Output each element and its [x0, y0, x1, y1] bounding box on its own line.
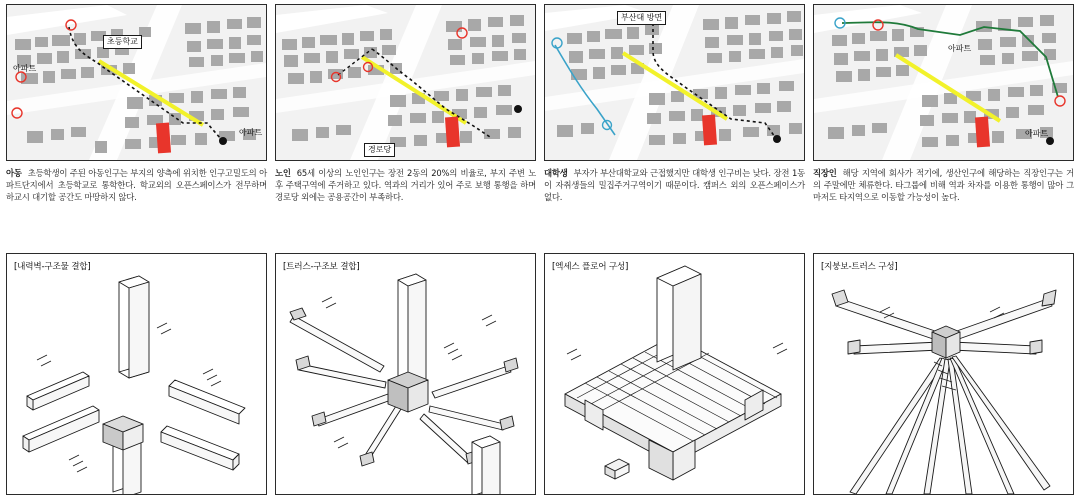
caption-worker-head: 직장인	[813, 168, 837, 178]
map-university[interactable]	[544, 4, 805, 161]
detail-panel-ridgebeam-truss[interactable]	[813, 253, 1074, 495]
detail-panel-truss-column[interactable]	[275, 253, 536, 495]
label-apartment-bottom-right: 아파트	[1025, 129, 1049, 138]
caption-university-body: 부자가 부산대학교와 근접했지만 대학생 인구비는 낮다. 장전 1동이 자취생들의 밀집주거구역이기 때문이다. 캠퍼스 외의 오픈스페이스가 없다.	[544, 168, 805, 203]
detail-panel-shearwall-column[interactable]	[6, 253, 267, 495]
map-elderly[interactable]	[275, 4, 536, 161]
label-apartment-right: 아파트	[239, 128, 263, 137]
map-children[interactable]	[6, 4, 267, 161]
analysis-map-row	[6, 4, 1074, 246]
map-panel-children	[6, 4, 267, 246]
label-senior-center: 경로당	[364, 143, 395, 157]
caption-children	[6, 167, 267, 204]
caption-university-head: 대학생	[544, 168, 568, 178]
detail-panel-access-floor[interactable]	[544, 253, 805, 495]
caption-worker	[813, 167, 1074, 204]
detail-title-access-floor: [엑세스 플로어 구성]	[552, 262, 629, 272]
map-panel-elderly	[275, 4, 536, 246]
map-university-graphic	[545, 5, 804, 160]
map-elderly-graphic	[276, 5, 535, 160]
detail-title-ridgebeam-truss: [지붕보-트러스 구성]	[821, 262, 898, 272]
detail-title-truss-column: [트러스-구조보 결합]	[283, 262, 360, 272]
caption-elderly-body: 65세 이상의 노인인구는 장전 2동의 20%의 비율로, 부지 주변 노후 주택구역에 주거하고 있다. 역과의 거리가 있어 주로 보행 통행을 하며 경로당 외에는 공용공간이 부족하다.	[275, 168, 536, 203]
map-panel-university	[544, 4, 805, 246]
map-panel-worker	[813, 4, 1074, 246]
label-busan-university-direction: 부산대 방면	[617, 11, 666, 25]
label-elementary-school: 초등학교	[103, 35, 142, 49]
detail-ridgebeam-truss-graphic	[814, 254, 1073, 494]
caption-elderly-head: 노인	[275, 168, 291, 178]
label-apartment-left: 아파트	[13, 64, 37, 73]
detail-access-floor-graphic	[545, 254, 804, 494]
caption-elderly	[275, 167, 536, 204]
detail-axonometric-row	[6, 253, 1074, 495]
label-apartment-top: 아파트	[948, 44, 972, 53]
caption-children-body: 초등학생이 주된 아동인구는 부지의 양측에 위치한 인구고밀도의 아파트단지에서 초등학교로 통학한다. 학교외의 오픈스페이스가 전무하며 하교시 대기할 공간도 마땅하지 않다.	[6, 168, 267, 203]
map-worker[interactable]	[813, 4, 1074, 161]
caption-worker-body: 해당 지역에 회사가 적기에, 생산인구에 해당하는 직장인구는 거의 주말에만 체류한다. 타그룹에 비해 역과 차자를 이용한 통행이 많아 그마저도 타지역으로 이동할 가능성이 높다.	[813, 168, 1074, 203]
map-children-graphic	[7, 5, 266, 160]
detail-title-shearwall-column: [내력벽-구조물 결합]	[14, 262, 91, 272]
caption-university	[544, 167, 805, 204]
detail-shearwall-column-graphic	[7, 254, 266, 494]
detail-truss-column-graphic	[276, 254, 535, 494]
caption-children-head: 아동	[6, 168, 22, 178]
